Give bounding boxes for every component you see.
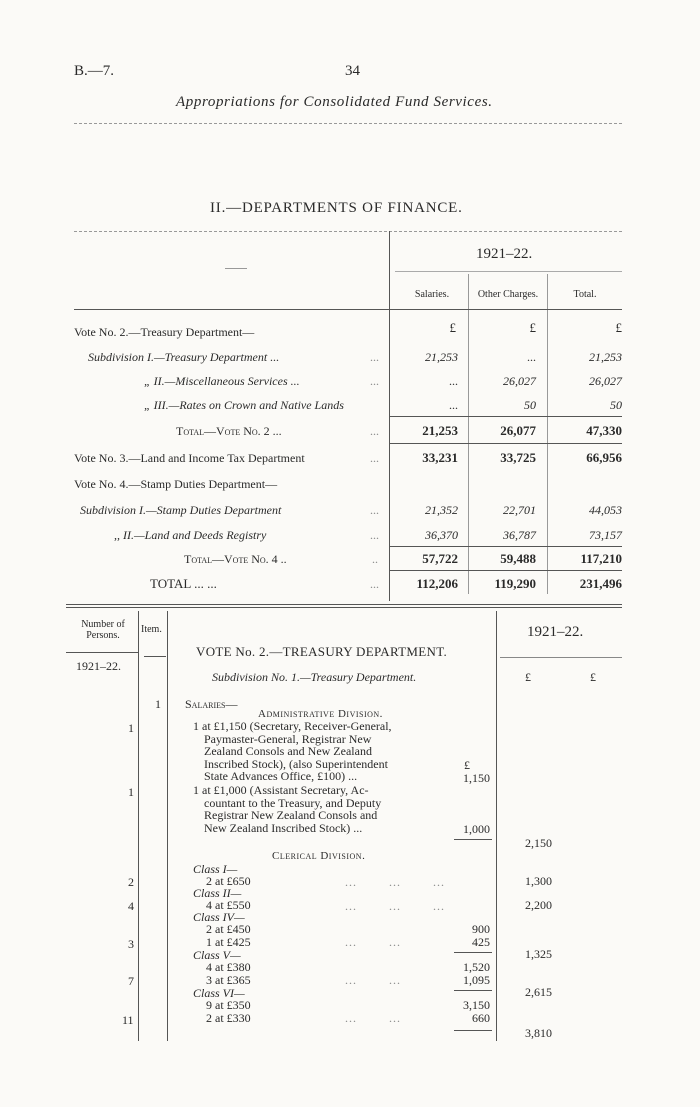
entry-line: Registrar New Zealand Consols and [204, 808, 378, 822]
summary-row-dots: ... [370, 374, 379, 388]
class-name: Class II— [193, 886, 242, 900]
leader-dots: ... ... [345, 973, 401, 987]
amount-pound: £ [464, 758, 470, 772]
summary-row-label: Subdivision I.—Treasury Department ... [88, 350, 280, 364]
amount-value: 660 [472, 1011, 490, 1025]
summary-cell-other: 36,787 [503, 528, 536, 542]
class-line: 1 at £425 [206, 935, 251, 949]
entry-line: Inscribed Stock), (also Superintendent [204, 756, 388, 771]
summary-total-rule [389, 570, 622, 571]
pound-other: £ [529, 320, 536, 335]
class-line: 4 at £380 [206, 960, 251, 974]
class-line: 3 at £365 [206, 973, 251, 987]
summary-cell-total: 73,157 [589, 528, 622, 542]
summary-row-label: Total—Vote No. 4 .. [184, 552, 287, 566]
summary-row-dots: ... [370, 503, 379, 517]
amount-value: 1,150 [463, 771, 490, 785]
detail-item-rule [144, 656, 166, 657]
summary-cell-total: 26,027 [589, 374, 622, 388]
detail-year-left: 1921–22. [76, 659, 121, 673]
summary-row-label: Vote No. 4.—Stamp Duties Department— [74, 477, 278, 491]
summary-top-rule [74, 231, 622, 232]
leader-dots: ... ... [345, 935, 401, 949]
summary-cell-salaries: ... [449, 374, 458, 388]
class-line: 2 at £650 [206, 874, 251, 888]
class-line: 9 at £350 [206, 998, 251, 1012]
summary-row-dots: ... [370, 528, 379, 542]
leader-dots: ... ... [345, 1011, 401, 1025]
summary-row-dots: ... [370, 424, 379, 438]
leader-dots: ... ... ... [345, 875, 445, 889]
entry-line: Paymaster-General, Registrar New [204, 731, 372, 746]
entry-line: New Zealand Inscribed Stock) ... [204, 820, 363, 835]
summary-cell-total: 44,053 [589, 503, 622, 517]
summary-stub-mark [225, 268, 247, 269]
summary-head-rule [74, 309, 622, 310]
leader-dots: ... ... ... [345, 899, 445, 913]
class-line: 2 at £330 [206, 1011, 251, 1025]
page-number: 34 [345, 63, 360, 79]
summary-row-label: Vote No. 3.—Land and Income Tax Department [74, 451, 305, 465]
summary-grand-total-label: TOTAL ... ... [150, 576, 217, 591]
col-total-header: Total. [573, 289, 597, 300]
subdivision-title: Subdivision No. 1.—Treasury Department. [212, 670, 417, 684]
summary-subtotal-rule-2 [389, 443, 622, 444]
amount-value: 1,095 [463, 973, 490, 987]
summary-cell-salaries: 112,206 [416, 576, 458, 591]
persons-count: 1 [128, 721, 134, 735]
class-total: 2,615 [525, 985, 552, 999]
summary-row-label: Total—Vote No. 2 ... [176, 424, 282, 438]
entry-line: State Advances Office, £100) ... [204, 769, 358, 783]
detail-top-rule-1 [66, 604, 622, 605]
detail-top-rule-2 [66, 607, 622, 608]
summary-cell-other: 26,077 [500, 423, 536, 438]
class-name: Class VI— [193, 986, 245, 1000]
class-line: 2 at £450 [206, 922, 251, 936]
summary-cell-total: 47,330 [586, 423, 622, 438]
summary-row-label: Subdivision I.—Stamp Duties Department [80, 503, 282, 517]
summary-year: 1921–22. [476, 246, 533, 262]
summary-year-rule [395, 271, 622, 272]
summary-row-dots: ... [370, 350, 379, 364]
persons-count: 1 [128, 785, 134, 799]
class-line: 4 at £550 [206, 898, 251, 912]
summary-cell-total: 117,210 [580, 551, 622, 566]
clerical-division-heading: Clerical Division. [272, 850, 366, 862]
header-rule [74, 123, 622, 124]
summary-row-dots: ... [370, 577, 379, 591]
persons-count: 3 [128, 937, 134, 951]
summary-cell-other: 50 [524, 398, 536, 412]
summary-row-dots: ... [370, 451, 379, 465]
admin-entry-2 [193, 784, 381, 834]
amount-value: 425 [472, 935, 490, 949]
col-item-header: Item. [141, 624, 162, 635]
persons-count: 2 [128, 875, 134, 889]
detail-year-right: 1921–22. [527, 624, 584, 640]
item-number: 1 [155, 697, 161, 711]
detail-col-divider-persons [138, 611, 139, 1041]
summary-row-label: „ II.—Miscellaneous Services ... [144, 374, 300, 388]
running-title: Appropriations for Consolidated Fund Services. [176, 94, 493, 110]
summary-cell-salaries: 57,722 [422, 551, 458, 566]
summary-row-label: ,, II.—Land and Deeds Registry [114, 528, 267, 542]
summary-cell-salaries: 36,370 [425, 528, 458, 542]
salaries-heading: Salaries— [185, 697, 238, 711]
col-number-of-persons-header: Number of Persons. [81, 619, 125, 641]
detail-col-divider-item [167, 611, 168, 1041]
detail-pound-1: £ [525, 670, 531, 684]
summary-cell-other: 119,290 [494, 576, 536, 591]
persons-count: 4 [128, 899, 134, 913]
summary-row-label: Vote No. 2.—Treasury Department— [74, 325, 255, 339]
amount-rule [454, 1030, 492, 1031]
persons-count: 7 [128, 974, 134, 988]
vote-title: VOTE No. 2.—TREASURY DEPARTMENT. [196, 644, 448, 659]
summary-cell-other: 26,027 [503, 374, 536, 388]
entry-line: 1 at £1,150 (Secretary, Receiver-General, [193, 719, 392, 733]
pound-salaries: £ [449, 320, 456, 335]
section-title: II.—DEPARTMENTS OF FINANCE. [210, 200, 463, 216]
summary-cell-other: ... [527, 350, 536, 364]
class-total: 1,300 [525, 874, 552, 888]
class-total: 3,810 [525, 1026, 552, 1040]
document-reference: B.—7. [74, 63, 115, 79]
detail-col-divider-amounts [496, 611, 497, 1041]
summary-cell-salaries: 21,253 [425, 350, 458, 364]
class-name: Class V— [193, 948, 241, 962]
summary-cell-other: 33,725 [500, 450, 536, 465]
admin-entry-1 [193, 720, 392, 783]
entry-line: Zealand Consols and New Zealand [204, 744, 372, 758]
persons-count: 11 [122, 1013, 134, 1027]
detail-year-rule [500, 657, 622, 658]
summary-cell-salaries: 21,352 [425, 503, 458, 517]
summary-cell-total: 50 [610, 398, 622, 412]
summary-cell-salaries: ... [449, 398, 458, 412]
entry-line: countant to the Treasury, and Deputy [204, 795, 382, 810]
administrative-division-heading: Administrative Division. [258, 708, 383, 720]
col-other-charges-header: Other Charges. [477, 289, 539, 300]
amount-value: 3,150 [463, 998, 490, 1012]
amount-value: 1,520 [463, 960, 490, 974]
summary-row-dots: .. [372, 552, 378, 566]
summary-subtotal-rule [389, 416, 622, 417]
class-total: 2,200 [525, 898, 552, 912]
class-name: Class I— [193, 862, 238, 876]
summary-subtotal-rule-3 [389, 546, 622, 547]
col-salaries-header: Salaries. [414, 289, 450, 300]
amount-rule [454, 952, 492, 953]
summary-cell-total: 21,253 [589, 350, 622, 364]
amount-value: 900 [472, 922, 490, 936]
class-name: Class IV— [193, 910, 245, 924]
summary-cell-other: 59,488 [500, 551, 536, 566]
amount-value: 1,000 [463, 822, 490, 836]
summary-row-label: „ III.—Rates on Crown and Native Lands [144, 398, 344, 412]
summary-cell-salaries: 33,231 [422, 450, 458, 465]
amount-rule [454, 990, 492, 991]
summary-cell-total: 231,496 [579, 576, 622, 591]
amount-rule [454, 839, 492, 840]
admin-division-total: 2,150 [525, 836, 552, 850]
detail-pound-2: £ [590, 670, 596, 684]
summary-cell-salaries: 21,253 [422, 423, 458, 438]
class-total: 1,325 [525, 947, 552, 961]
entry-line: 1 at £1,000 (Assistant Secretary, Ac- [193, 783, 369, 797]
pound-total: £ [615, 320, 622, 335]
summary-cell-total: 66,956 [586, 450, 622, 465]
summary-cell-other: 22,701 [503, 503, 536, 517]
detail-persons-rule [66, 652, 138, 653]
